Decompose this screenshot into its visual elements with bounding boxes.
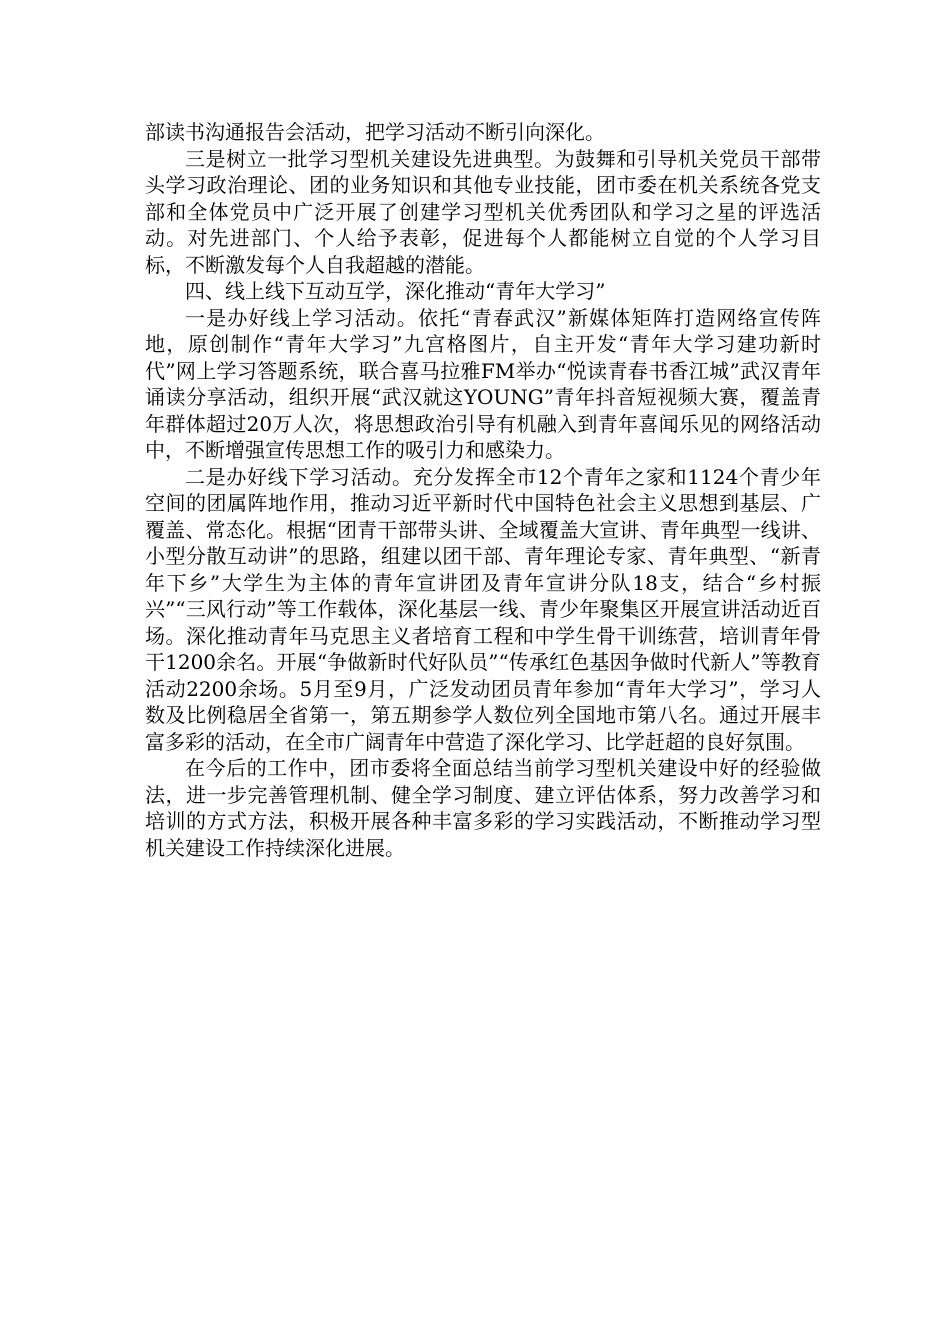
- paragraph-continuation: 部读书沟通报告会活动，把学习活动不断引向深化。: [145, 120, 605, 144]
- paragraph-future-work: 在今后的工作中，团市委将全面总结当前学习型机关建设中好的经验做法，进一步完善管理机制、健全学习制度、建立评估体系，努力改善学习和培训的方式方法，积极开展各种丰富多彩的学习实践活动，不断推动学习型机关建设工作持续深化进展。: [145, 756, 821, 860]
- paragraph-model-units: 三是树立一批学习型机关建设先进典型。为鼓舞和引导机关党员干部带头学习政治理论、团的业务知识和其他专业技能，团市委在机关系统各党支部和全体党员中广泛开展了创建学习型机关优秀团队和学习之星的评选活动。对先进部门、个人给予表彰，促进每个人都能树立自觉的个人学习目标，不断激发每个人自我超越的潜能。: [145, 146, 821, 277]
- paragraph-online-learning: 一是办好线上学习活动。依托“青春武汉”新媒体矩阵打造网络宣传阵地，原创制作“青年大学习”九宫格图片，自主开发“青年大学习建功新时代”网上学习答题系统，联合喜马拉雅FM举办“悦读青春书香江城”武汉青年诵读分享活动，组织开展“武汉就这YOUNG”青年抖音短视频大赛，覆盖青年群体超过20万人次，将思想政治引导有机融入到青年喜闻乐见的网络活动中，不断增强宣传思想工作的吸引力和感染力。: [145, 305, 821, 462]
- section-heading-online-offline: 四、线上线下互动互学，深化推动“青年大学习”: [185, 279, 606, 303]
- paragraph-offline-learning: 二是办好线下学习活动。充分发挥全市12个青年之家和1124个青少年空间的团属阵地作用，推动习近平新时代中国特色社会主义思想到基层、广覆盖、常态化。根据“团青干部带头讲、全域覆盖大宣讲、青年典型一线讲、小型分散互动讲”的思路，组建以团干部、青年理论专家、青年典型、“新青年下乡”大学生为主体的青年宣讲团及青年宣讲分队18支，结合“乡村振兴”“三风行动”等工作载体，深化基层一线、青少年聚集区开展宣讲活动近百场。深化推动青年马克思主义者培育工程和中学生骨干训练营，培训青年骨干1200余名。开展“争做新时代好队员”“传承红色基因争做时代新人”等教育活动2200余场。5月至9月，广泛发动团员青年参加“青年大学习”，学习人数及比例稳居全省第一，第五期参学人数位列全国地市第八名。通过开展丰富多彩的活动，在全市广阔青年中营造了深化学习、比学赶超的良好氛围。: [145, 464, 821, 754]
- document-body: [145, 119, 821, 861]
